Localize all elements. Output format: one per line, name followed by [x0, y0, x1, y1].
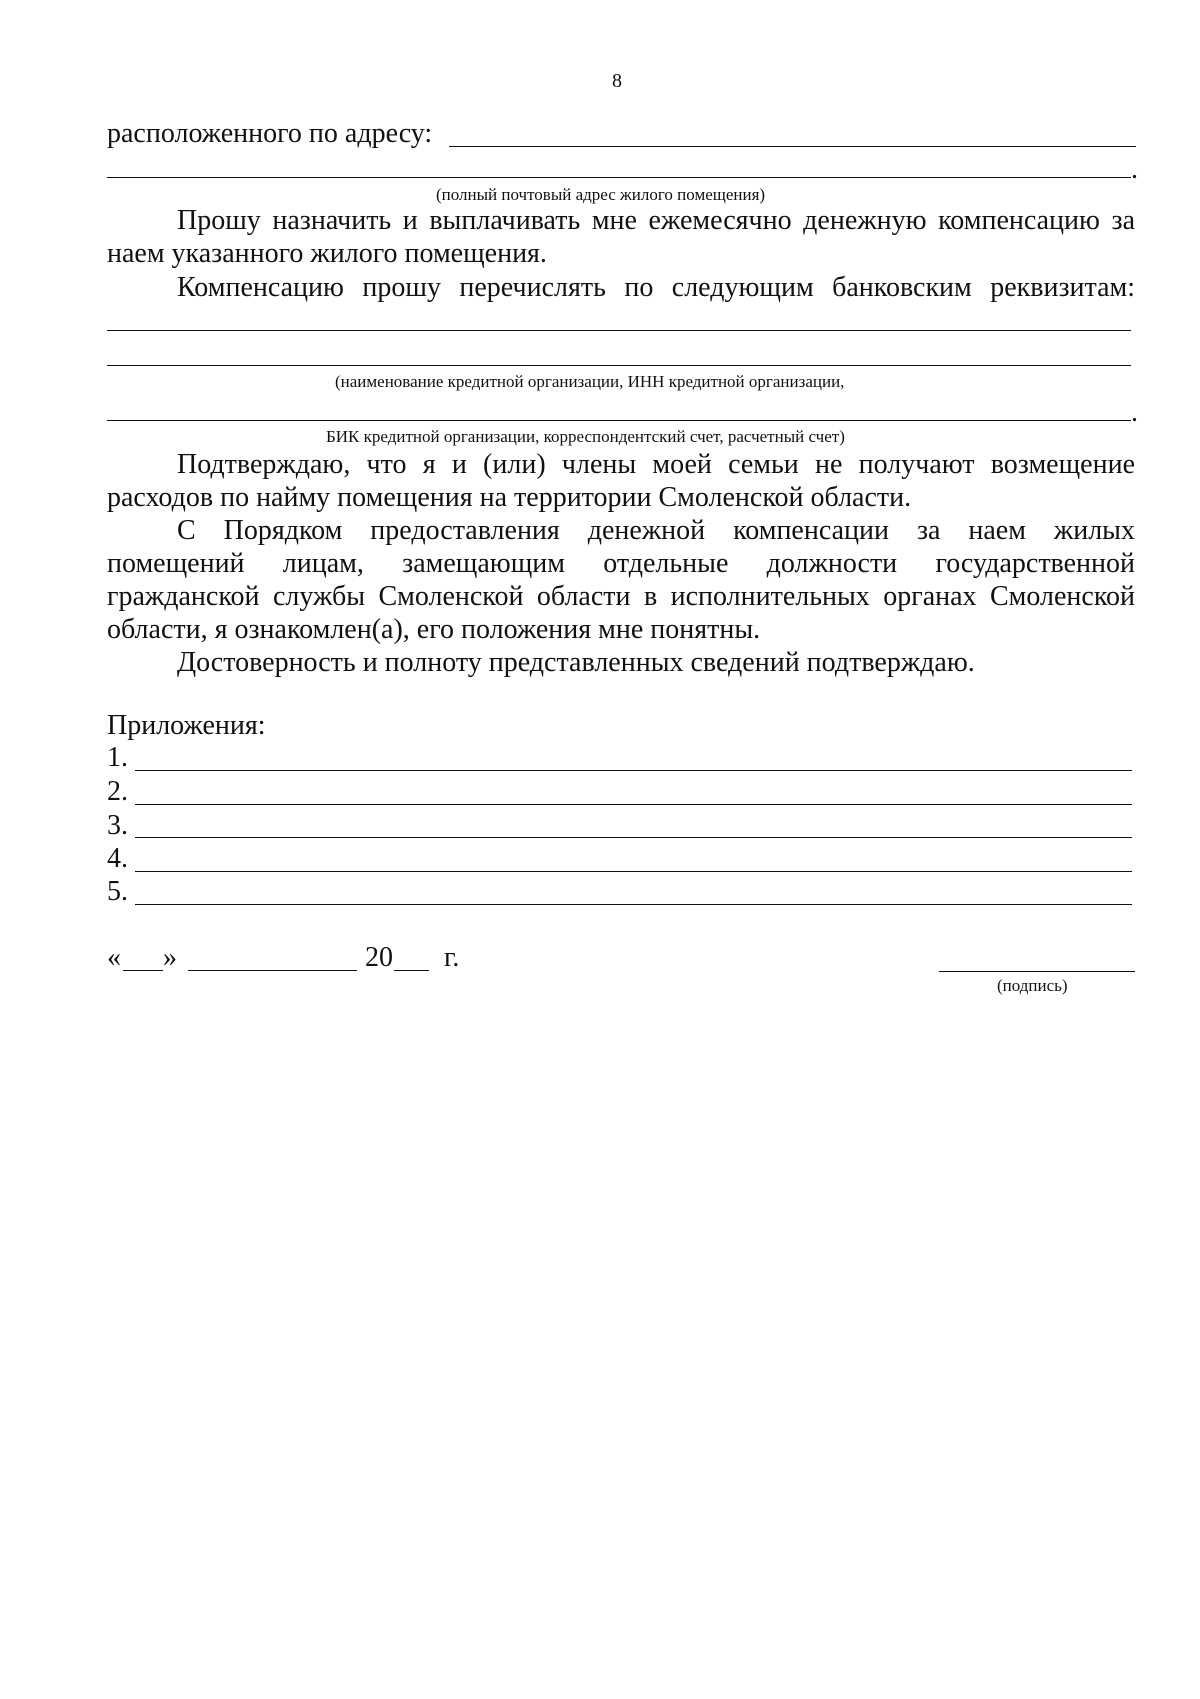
bank-intro: Компенсацию прошу перечислять по следующим банковским реквизитам: [177, 272, 1135, 303]
bank-line-1[interactable] [107, 330, 1131, 331]
reliability-statement: Достоверность и полноту представленных сведений подтверждаю. [177, 647, 975, 678]
bank-line-2[interactable] [107, 365, 1131, 366]
address-line-1[interactable] [449, 146, 1136, 147]
attachment-number-3: 3. [107, 810, 128, 841]
bank-caption-2: БИК кредитной организации, корреспондентский счет, расчетный счет) [326, 427, 845, 446]
attachment-number-5: 5. [107, 876, 128, 907]
request-line-1: Прошу назначить и выплачивать мне ежемесячно денежную компенсацию за [177, 205, 1135, 236]
order-line-3: гражданской службы Смоленской области в исполнительных органах Смоленской [107, 581, 1135, 612]
date-quote-close: » [163, 942, 177, 973]
page-number: 8 [612, 70, 622, 92]
address-caption: (полный почтовый адрес жилого помещения) [436, 185, 766, 204]
attachment-line-5[interactable] [135, 904, 1132, 905]
request-line-2: наем указанного жилого помещения. [107, 238, 547, 269]
date-year-line[interactable] [394, 970, 429, 971]
order-line-1: С Порядком предоставления денежной компенсации за наем жилых [177, 515, 1135, 546]
address-line-2[interactable] [107, 177, 1131, 178]
signature-caption: (подпись) [997, 976, 1068, 995]
address-label: расположенного по адресу: [107, 118, 433, 149]
order-line-2: помещений лицам, замещающим отдельные должности государственной [107, 548, 1135, 579]
date-year-suffix: г. [444, 942, 460, 973]
attachment-line-2[interactable] [135, 804, 1132, 805]
attachment-number-1: 1. [107, 742, 128, 773]
confirm-line-2: расходов по найму помещения на территории Смоленской области. [107, 482, 912, 513]
attachment-line-3[interactable] [135, 837, 1132, 838]
bank-caption-1: (наименование кредитной организации, ИНН кредитной организации, [335, 372, 845, 391]
date-year-prefix: 20 [365, 942, 393, 973]
date-quote-open: « [107, 942, 121, 973]
attachment-number-4: 4. [107, 843, 128, 874]
bank-line-3[interactable] [107, 420, 1131, 421]
confirm-line-1: Подтверждаю, что я и (или) члены моей семьи не получают возмещение [177, 449, 1135, 480]
attachment-number-2: 2. [107, 776, 128, 807]
order-line-4: области, я ознакомлен(а), его положения мне понятны. [107, 614, 761, 645]
attachment-line-1[interactable] [135, 770, 1132, 771]
bank-period: . [1131, 397, 1138, 428]
attachment-line-4[interactable] [135, 871, 1132, 872]
signature-line[interactable] [939, 971, 1135, 972]
date-month-line[interactable] [188, 970, 357, 971]
date-day-line[interactable] [123, 970, 163, 971]
attachments-title: Приложения: [107, 710, 266, 741]
address-period: . [1131, 154, 1138, 185]
